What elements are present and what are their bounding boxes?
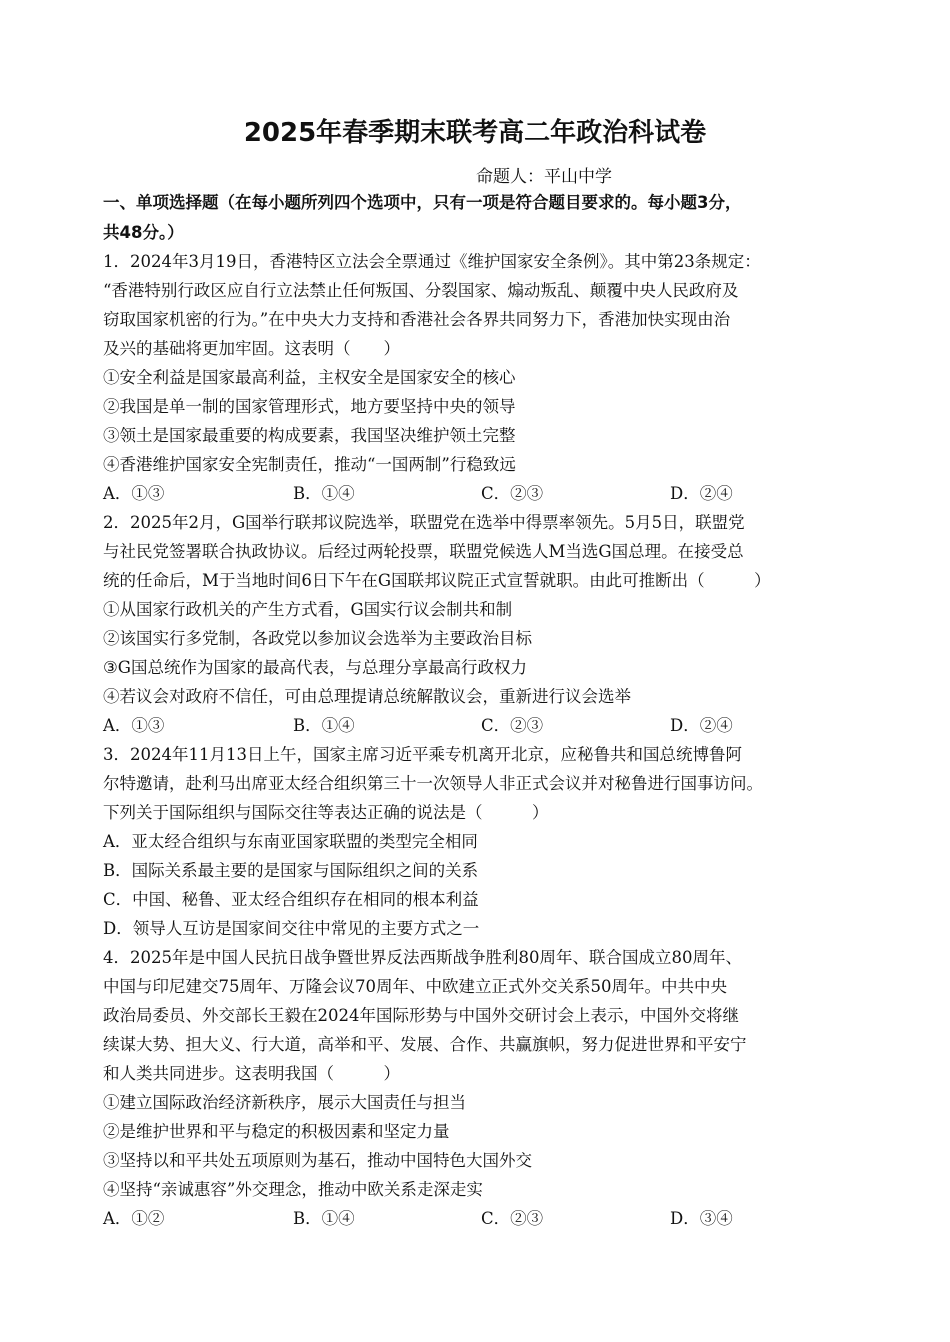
q1-item: ④香港维护国家安全宪制责任，推动“一国两制”行稳致远 <box>103 455 516 474</box>
section-heading-cont: 共48分。） <box>103 223 184 242</box>
q1-item: ②我国是单一制的国家管理形式，地方要坚持中央的领导 <box>103 397 516 416</box>
q2-item: ②该国实行多党制，各政党以参加议会选举为主要政治目标 <box>103 629 532 648</box>
q2-item: ④若议会对政府不信任，可由总理提请总统解散议会，重新进行议会选举 <box>103 687 631 706</box>
section-heading: 一、单项选择题（在每小题所列四个选项中，只有一项是符合题目要求的。每小题3分， <box>103 193 742 212</box>
q1-option-a: A．①③ <box>103 484 165 503</box>
q4-item: ④坚持“亲诚惠容”外交理念，推动中欧关系走深走实 <box>103 1180 483 1199</box>
q4-item: ①建立国际政治经济新秩序，展示大国责任与担当 <box>103 1093 466 1112</box>
q2-option-c: C．②③ <box>481 716 544 735</box>
page-title: 2025年春季期末联考高二年政治科试卷 <box>243 118 707 148</box>
q4-option-d: D．③④ <box>670 1209 733 1228</box>
q4-stem-line: 政治局委员、外交部长王毅在2024年国际形势与中国外交研讨会上表示，中国外交将继 <box>103 1006 739 1025</box>
q2-option-d: D．②④ <box>670 716 733 735</box>
q3-stem-line: 下列关于国际组织与国际交往等表达正确的说法是（ ） <box>103 803 549 822</box>
author-line: 命题人：平山中学 <box>476 167 612 187</box>
q3-choice-a: A．亚太经合组织与东南亚国家联盟的类型完全相同 <box>103 832 478 851</box>
q2-item: ③G国总统作为国家的最高代表，与总理分享最高行政权力 <box>103 658 527 677</box>
q4-stem-line: 续谋大势、担大义、行大道，高举和平、发展、合作、共赢旗帜，努力促进世界和平安宁 <box>103 1035 747 1054</box>
q4-option-c: C．②③ <box>481 1209 544 1228</box>
q2-item: ①从国家行政机关的产生方式看，G国实行议会制共和制 <box>103 600 513 619</box>
q1-stem-line: 窃取国家机密的行为。”在中央大力支持和香港社会各界共同努力下，香港加快实现由治 <box>103 310 731 329</box>
q4-stem-line: 和人类共同进步。这表明我国（ ） <box>103 1064 400 1083</box>
q4-options <box>103 1207 863 1231</box>
q2-options <box>103 714 863 738</box>
q2-stem-line: 2．2025年2月，G国举行联邦议院选举，联盟党在选举中得票率领先。5月5日，联盟党 <box>103 513 745 532</box>
q1-option-b: B．①④ <box>293 484 355 503</box>
q1-stem-line: 1．2024年3月19日，香港特区立法会全票通过《维护国家安全条例》。其中第23条规定： <box>103 252 761 271</box>
q4-stem-line: 4．2025年是中国人民抗日战争暨世界反法西斯战争胜利80周年、联合国成立80周年、 <box>103 948 742 967</box>
q3-choice-c: C．中国、秘鲁、亚太经合组织存在相同的根本利益 <box>103 890 479 909</box>
q2-option-a: A．①③ <box>103 716 165 735</box>
q3-stem-line: 尔特邀请，赴利马出席亚太经合组织第三十一次领导人非正式会议并对秘鲁进行国事访问。 <box>103 774 763 793</box>
q1-item: ③领土是国家最重要的构成要素，我国坚决维护领土完整 <box>103 426 516 445</box>
q1-option-c: C．②③ <box>481 484 544 503</box>
q1-options <box>103 482 863 506</box>
q4-item: ②是维护世界和平与稳定的积极因素和坚定力量 <box>103 1122 450 1141</box>
q2-option-b: B．①④ <box>293 716 355 735</box>
q4-item: ③坚持以和平共处五项原则为基石，推动中国特色大国外交 <box>103 1151 532 1170</box>
q1-item: ①安全利益是国家最高利益，主权安全是国家安全的核心 <box>103 368 516 387</box>
q4-stem-line: 中国与印尼建交75周年、万隆会议70周年、中欧建立正式外交关系50周年。中共中央 <box>103 977 727 996</box>
q4-option-a: A．①② <box>103 1209 165 1228</box>
q1-stem-line: “香港特别行政区应自行立法禁止任何叛国、分裂国家、煽动叛乱、颠覆中央人民政府及 <box>103 281 739 300</box>
q3-choice-d: D．领导人互访是国家间交往中常见的主要方式之一 <box>103 919 480 938</box>
q1-stem-line: 及兴的基础将更加牢固。这表明（ ） <box>103 339 400 358</box>
q3-choice-b: B．国际关系最主要的是国家与国际组织之间的关系 <box>103 861 479 880</box>
q2-stem-line: 与社民党签署联合执政协议。后经过两轮投票，联盟党候选人M当选G国总理。在接受总 <box>103 542 744 561</box>
q3-stem-line: 3．2024年11月13日上午，国家主席习近平乘专机离开北京，应秘鲁共和国总统博鲁阿 <box>103 745 742 764</box>
q2-stem-line: 统的任命后，M于当地时间6日下午在G国联邦议院正式宣誓就职。由此可推断出（ ） <box>103 571 771 590</box>
q1-option-d: D．②④ <box>670 484 733 503</box>
q4-option-b: B．①④ <box>293 1209 355 1228</box>
